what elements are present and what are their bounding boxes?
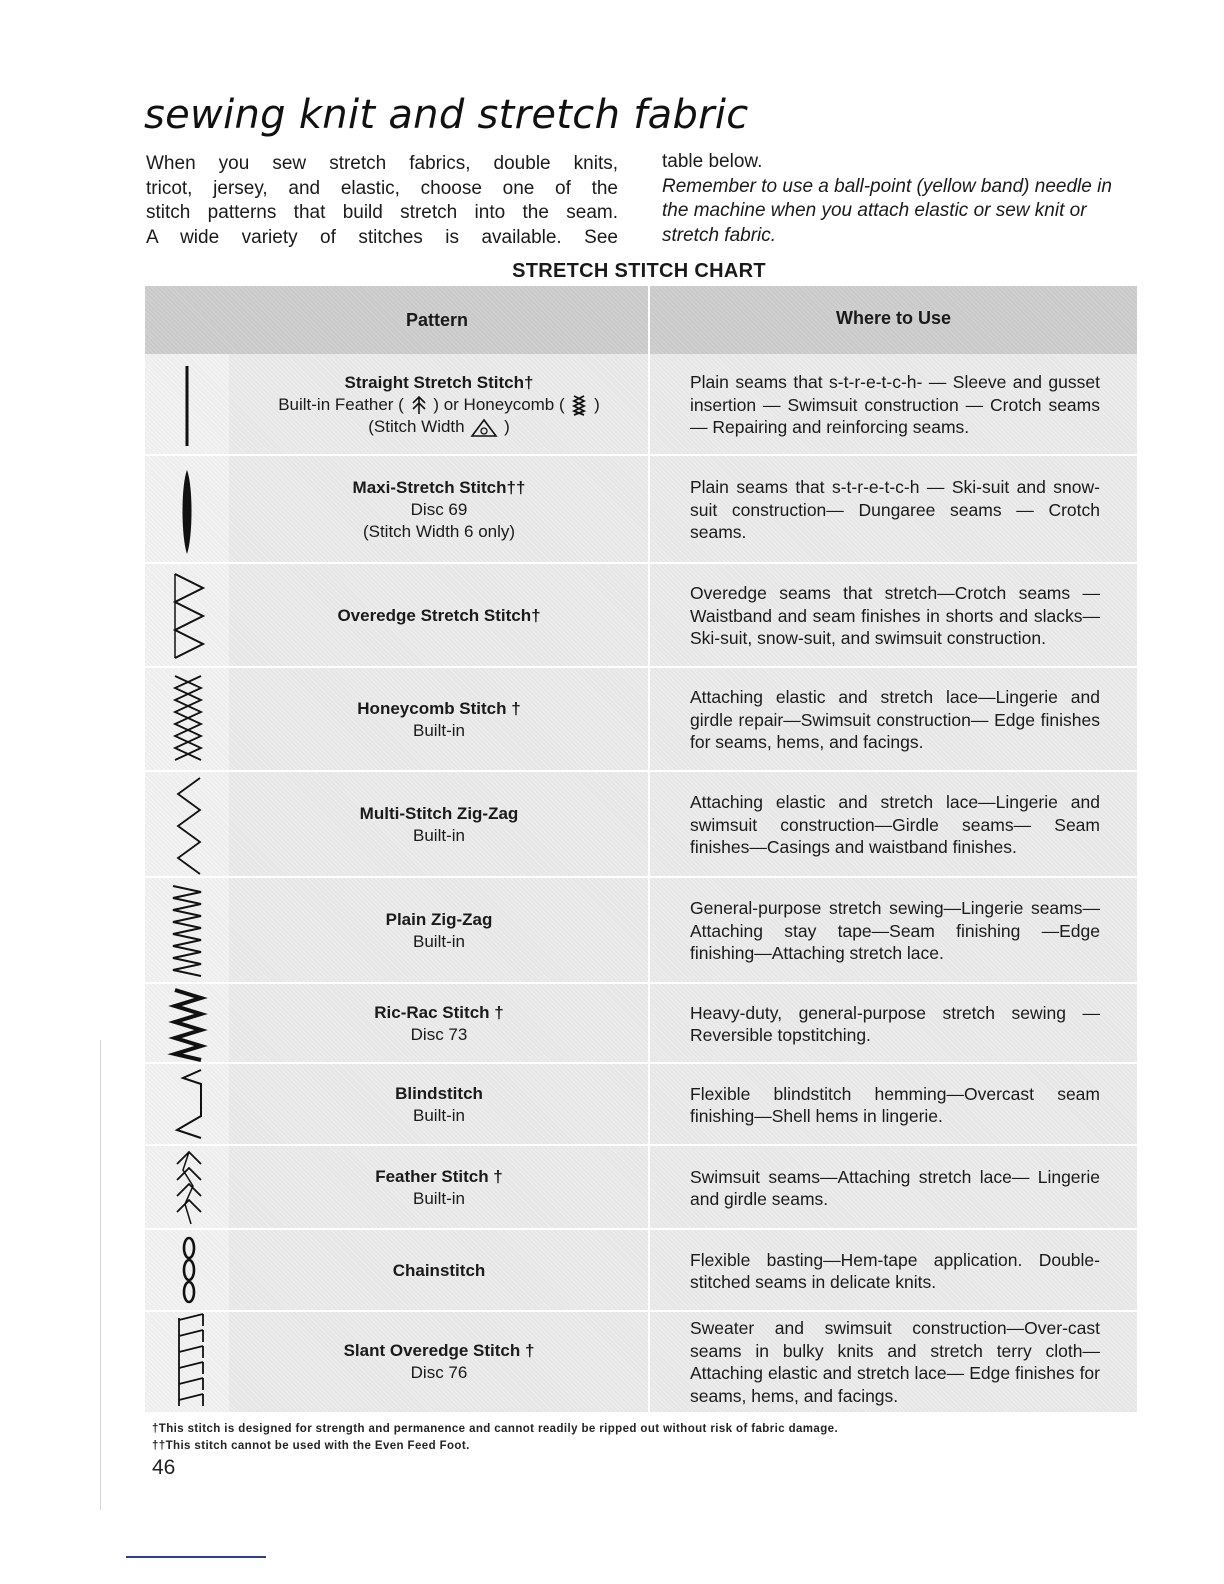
margin-rule [100, 1040, 101, 1510]
where-to-use [690, 772, 1100, 878]
stitch-source: Built-in [413, 826, 465, 845]
stitch-name: Ric-Rac Stitch † [374, 1003, 504, 1022]
chart-row-chainstitch [145, 1230, 1137, 1312]
intro-line: tricot, jersey, and elastic, choose one of the [146, 177, 618, 199]
where-to-use-text: Sweater and swimsuit construction—Over-cast seams in bulky knits and stretch terry cloth—Attaching elastic and stretch lace— Edge finishes for seams, hems, and facings. [690, 1318, 1100, 1406]
blindstitch-icon [145, 1064, 229, 1146]
where-to-use [690, 1146, 1100, 1230]
stitch-width-note [368, 416, 510, 438]
chart-row-blindstitch [145, 1064, 1137, 1146]
stretch-stitch-chart [145, 286, 1137, 1412]
chart-row-feather [145, 1146, 1137, 1230]
stitch-source: Disc 76 [410, 1363, 468, 1382]
intro-continuation: table below. [662, 151, 763, 172]
stitch-name: Blindstitch [395, 1084, 483, 1103]
intro-text-left [146, 152, 618, 250]
where-to-use-text: General-purpose stretch sewing—Lingerie seams—Attaching stay tape—Seam finishing —Edge finishing—Attaching stretch lace. [690, 898, 1100, 964]
chart-row-ric-rac [145, 984, 1137, 1064]
chart-row-overedge-stretch [145, 564, 1137, 668]
stitch-name: Multi-Stitch Zig-Zag [359, 804, 519, 823]
maxi-stretch-stitch-icon [145, 456, 229, 564]
straight-stitch-icon [145, 354, 229, 456]
honeycomb-stitch-icon [145, 668, 229, 772]
ric-rac-stitch-icon [145, 984, 229, 1064]
chart-row-multi-stitch-zigzag [145, 772, 1137, 878]
footnotes [152, 1421, 838, 1454]
stitch-name: Maxi-Stretch Stitch†† [352, 478, 526, 497]
where-to-use [690, 1230, 1100, 1312]
where-to-use [690, 984, 1100, 1064]
where-to-use-text: Overedge seams that stretch—Crotch seams —Waistband and seam finishes in shorts and slacks—Ski-suit, snow-suit, and swimsuit construction. [690, 583, 1100, 649]
footnote: ††This stitch cannot be used with the Even Feed Foot. [152, 1439, 470, 1452]
header-where-to-use: Where to Use [835, 308, 952, 328]
where-to-use [690, 1312, 1100, 1412]
where-to-use-text: Attaching elastic and stretch lace—Lingerie and swimsuit construction—Girdle seams— Seam finishes—Casings and waistband finishes. [690, 792, 1100, 858]
where-to-use [690, 1064, 1100, 1146]
stitch-source: Built-in [413, 721, 465, 740]
intro-line: stitch patterns that build stretch into the seam. [146, 202, 618, 223]
feather-stitch-icon [145, 1146, 229, 1230]
overedge-stitch-icon [145, 564, 229, 668]
intro-text-right [662, 150, 1140, 248]
stitch-name: Overedge Stretch Stitch† [337, 606, 541, 625]
stitch-source: Disc 73 [410, 1025, 468, 1044]
where-to-use [690, 456, 1100, 564]
stitch-width-text: (Stitch Width [368, 417, 465, 437]
stitch-source-text: ) [594, 394, 600, 414]
feather-icon [409, 395, 429, 415]
intro-line: A wide variety of stitches is available. See [146, 226, 618, 248]
stitch-name: Chainstitch [392, 1261, 486, 1280]
footnote: †This stitch is designed for strength and permanence and cannot readily be ripped out without risk of fabric damage. [152, 1423, 839, 1435]
stitch-name: Slant Overedge Stitch † [343, 1341, 535, 1360]
stitch-source: Built-in [413, 1189, 465, 1208]
where-to-use [690, 668, 1100, 772]
chainstitch-icon [145, 1230, 229, 1312]
stitch-name: Straight Stretch Stitch† [344, 372, 534, 392]
plain-zigzag-icon [145, 878, 229, 984]
ball-point-needle-note: Remember to use a ball-point (yellow band) needle in the machine when you attach elastic or sew knit or stretch fabric. [662, 175, 1112, 246]
chart-row-honeycomb [145, 668, 1137, 772]
chart-row-maxi-stretch [145, 456, 1137, 564]
chart-row-plain-zigzag [145, 878, 1137, 984]
stitch-source-text: ) or Honeycomb ( [433, 394, 565, 414]
where-to-use [690, 564, 1100, 668]
stitch-name: Honeycomb Stitch † [357, 699, 521, 718]
header-pattern: Pattern [405, 310, 468, 330]
where-to-use-text: Flexible blindstitch hemming—Overcast seam finishing—Shell hems in lingerie. [690, 1083, 1100, 1126]
stitch-name: Feather Stitch † [375, 1167, 503, 1186]
stitch-source [278, 394, 600, 417]
honeycomb-icon [569, 394, 589, 416]
where-to-use-text: Swimsuit seams—Attaching stretch lace— Lingerie and girdle seams. [690, 1166, 1100, 1209]
where-to-use-text: Flexible basting—Hem-tape application. Double-stitched seams in delicate knits. [690, 1249, 1100, 1292]
page-title: sewing knit and stretch fabric [144, 92, 749, 138]
stitch-width-note: (Stitch Width 6 only) [362, 522, 516, 541]
stitch-source: Built-in [413, 1106, 465, 1125]
chart-row-straight-stretch [145, 354, 1137, 456]
where-to-use-text: Plain seams that s-t-r-e-t-c-h — Ski-suit and snow-suit construction— Dungaree seams — Crotch seams. [690, 477, 1100, 543]
multi-stitch-zigzag-icon [145, 772, 229, 878]
stitch-source: Disc 69 [410, 500, 468, 519]
where-to-use-text: Attaching elastic and stretch lace—Lingerie and girdle repair—Swimsuit construction— Edge finishes for seams, hems, and facings. [690, 687, 1100, 753]
chart-row-slant-overedge [145, 1312, 1137, 1412]
chart-header [145, 286, 1137, 354]
stitch-name: Plain Zig-Zag [385, 910, 493, 929]
bottom-rule [126, 1556, 266, 1558]
stitch-source-text: Built-in Feather ( [278, 394, 404, 414]
stitch-source: Built-in [413, 932, 465, 951]
where-to-use [690, 354, 1100, 456]
page-number: 46 [152, 1456, 176, 1479]
chart-title: STRETCH STITCH CHART [512, 260, 766, 282]
where-to-use-text: Plain seams that s-t-r-e-t-c-h- — Sleeve and gusset insertion — Swimsuit construction — Crotch seams — Repairing and reinforcing seams. [690, 372, 1100, 438]
where-to-use-text: Heavy-duty, general-purpose stretch sewing —Reversible topstitching. [690, 1002, 1100, 1045]
intro-line: When you sew stretch fabrics, double knits, [146, 153, 618, 174]
where-to-use [690, 878, 1100, 984]
stitch-width-text: ) [504, 417, 510, 437]
stitch-width-icon [469, 418, 499, 438]
slant-overedge-stitch-icon [145, 1312, 229, 1412]
